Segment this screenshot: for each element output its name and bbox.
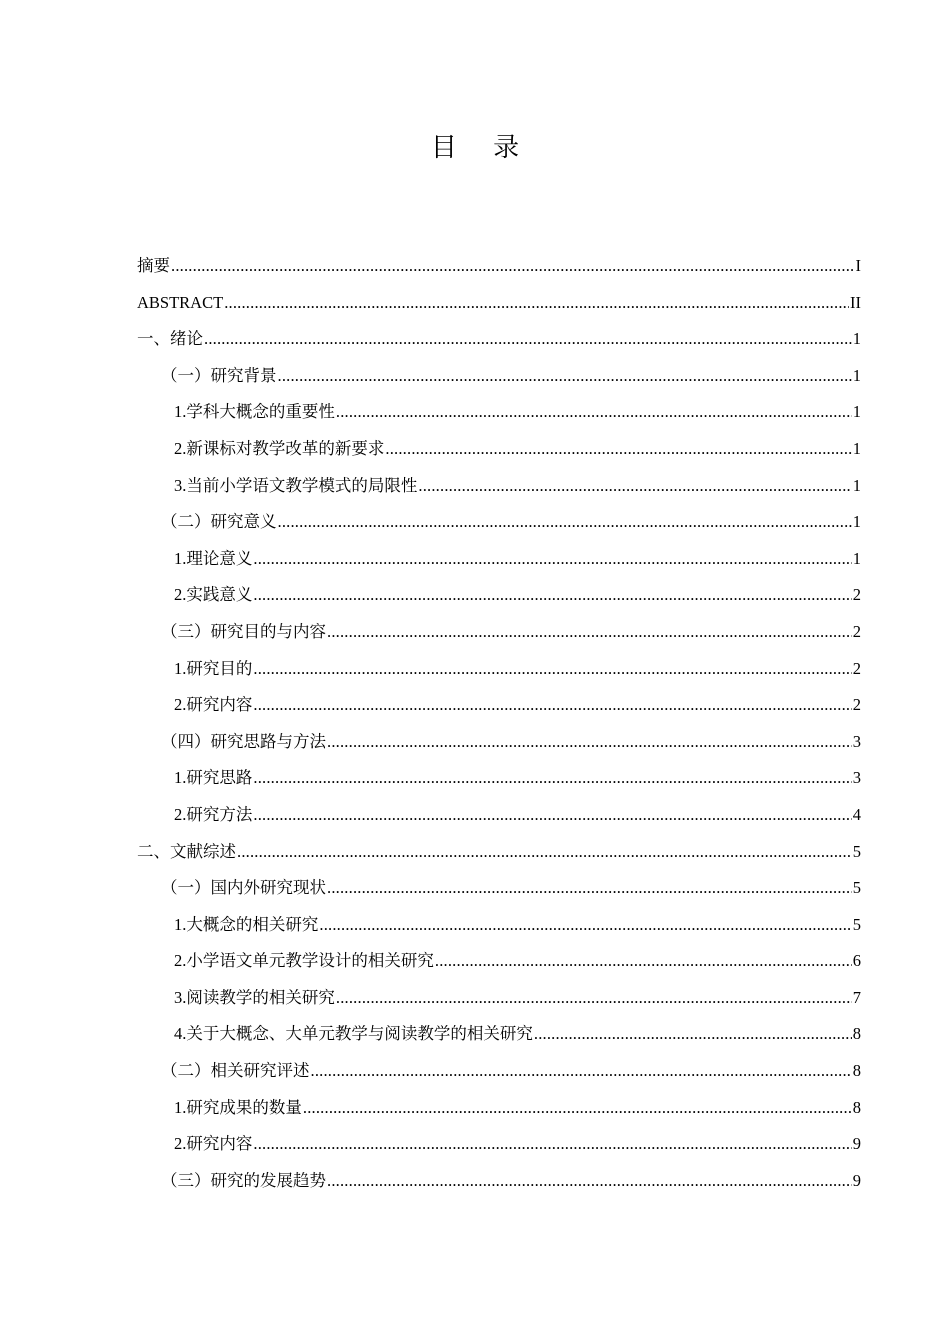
toc-entry-page-number: 3 [852, 731, 861, 751]
toc-leader-dots [224, 285, 849, 322]
toc-leader-dots [385, 431, 851, 468]
toc-entry-label: 3.当前小学语文教学模式的局限性 [174, 475, 418, 495]
toc-leader-dots [253, 541, 851, 578]
toc-entry[interactable] [137, 321, 861, 358]
toc-entry-page-number: 5 [852, 914, 861, 934]
toc-leader-dots [278, 504, 852, 541]
toc-leader-dots [253, 1126, 851, 1163]
toc-leader-dots [253, 797, 851, 834]
toc-entry[interactable] [137, 358, 861, 395]
toc-leader-dots [418, 468, 851, 505]
toc-entry-page-number: 5 [852, 841, 861, 861]
toc-entry-label: 2.新课标对教学改革的新要求 [174, 438, 385, 458]
toc-entry-label: 1.研究目的 [174, 658, 253, 678]
toc-leader-dots [336, 980, 852, 1017]
toc-entry-label: 一、绪论 [137, 329, 203, 349]
toc-entry[interactable] [137, 1090, 861, 1127]
toc-entry[interactable] [137, 687, 861, 724]
toc-entry-label: （四）研究思路与方法 [161, 731, 326, 751]
toc-entry[interactable] [137, 651, 861, 688]
toc-entry-label: 1.研究成果的数量 [174, 1097, 302, 1117]
toc-leader-dots [204, 321, 852, 358]
toc-entry-label: （一）研究背景 [161, 365, 277, 385]
toc-entry[interactable] [137, 285, 861, 322]
toc-entry[interactable] [137, 394, 861, 431]
toc-entry-label: （三）研究目的与内容 [161, 621, 326, 641]
toc-entry-label: （二）研究意义 [161, 512, 277, 532]
toc-leader-dots [327, 870, 852, 907]
toc-entry-page-number: 2 [852, 621, 861, 641]
toc-entry-page-number: 9 [852, 1134, 861, 1154]
toc-entry-page-number: 4 [852, 804, 861, 824]
toc-entry-label: 摘要 [137, 256, 170, 275]
toc-leader-dots [534, 1016, 852, 1053]
toc-entry-label: 1.大概念的相关研究 [174, 914, 319, 934]
toc-entry-page-number: 1 [852, 548, 861, 568]
toc-entry-label: 1.研究思路 [174, 768, 253, 788]
toc-leader-dots [253, 687, 851, 724]
toc-entry-page-number: 1 [852, 512, 861, 532]
toc-entry-label: （一）国内外研究现状 [161, 878, 326, 898]
toc-entry-page-number: 3 [852, 768, 861, 788]
toc-entry[interactable] [137, 431, 861, 468]
toc-entry-page-number: II [850, 292, 861, 312]
toc-entry[interactable] [137, 468, 861, 505]
toc-entry-label: ABSTRACT [137, 292, 224, 312]
toc-entry[interactable] [137, 943, 861, 980]
toc-leader-dots [303, 1090, 852, 1127]
toc-entry[interactable] [137, 614, 861, 651]
toc-entry[interactable] [137, 1016, 861, 1053]
toc-entry[interactable] [137, 797, 861, 834]
toc-entry-label: 1.理论意义 [174, 548, 253, 568]
toc-leader-dots [327, 724, 852, 761]
toc-entry[interactable] [137, 1126, 861, 1163]
toc-entry-label: 2.小学语文单元教学设计的相关研究 [174, 951, 434, 971]
toc-entry-page-number: 1 [852, 329, 861, 349]
toc-leader-dots [311, 1053, 852, 1090]
toc-entry-page-number: 8 [852, 1024, 861, 1044]
page-title: 目 录 [430, 133, 534, 163]
toc-leader-dots [171, 248, 855, 285]
toc-leader-dots [435, 943, 852, 980]
toc-entry-page-number: 6 [852, 951, 861, 971]
toc-entry-label: （三）研究的发展趋势 [161, 1170, 326, 1190]
toc-entry[interactable] [137, 541, 861, 578]
toc-entry[interactable] [137, 248, 861, 285]
toc-entry-label: 1.学科大概念的重要性 [174, 402, 335, 422]
toc-entry-page-number: 9 [852, 1170, 861, 1190]
toc-entry-label: （二）相关研究评述 [161, 1061, 310, 1081]
toc-entry-label: 2.研究内容 [174, 695, 253, 715]
toc-entry-page-number: 2 [852, 695, 861, 715]
toc-leader-dots [278, 358, 852, 395]
toc-entry-label: 二、文献综述 [137, 841, 236, 861]
toc-leader-dots [327, 614, 852, 651]
toc-entry-label: 4.关于大概念、大单元教学与阅读教学的相关研究 [174, 1024, 533, 1044]
toc-leader-dots [327, 1163, 852, 1200]
toc-leader-dots [237, 834, 852, 871]
toc-entry[interactable] [137, 980, 861, 1017]
toc-entry-page-number: 1 [852, 438, 861, 458]
toc-entry[interactable] [137, 1053, 861, 1090]
toc-entry-page-number: 8 [852, 1061, 861, 1081]
table-of-contents [137, 248, 861, 1199]
toc-entry-page-number: 7 [852, 987, 861, 1007]
toc-entry[interactable] [137, 870, 861, 907]
toc-leader-dots [336, 394, 852, 431]
toc-entry-page-number: 2 [852, 658, 861, 678]
toc-entry-label: 2.实践意义 [174, 585, 253, 605]
toc-entry-page-number: 2 [852, 585, 861, 605]
toc-entry-page-number: 1 [852, 402, 861, 422]
toc-leader-dots [319, 907, 851, 944]
toc-entry-page-number: 1 [852, 365, 861, 385]
toc-entry[interactable] [137, 834, 861, 871]
toc-entry-label: 2.研究方法 [174, 804, 253, 824]
toc-entry[interactable] [137, 1163, 861, 1200]
toc-entry-page-number: 1 [852, 475, 861, 495]
toc-entry-label: 2.研究内容 [174, 1134, 253, 1154]
toc-entry-page-number: I [855, 256, 861, 275]
toc-leader-dots [253, 651, 851, 688]
toc-entry[interactable] [137, 724, 861, 761]
toc-leader-dots [253, 760, 851, 797]
toc-entry-label: 3.阅读教学的相关研究 [174, 987, 335, 1007]
toc-entry[interactable] [137, 907, 861, 944]
toc-entry[interactable] [137, 504, 861, 541]
toc-entry[interactable] [137, 577, 861, 614]
toc-entry-page-number: 8 [852, 1097, 861, 1117]
toc-entry[interactable] [137, 760, 861, 797]
toc-leader-dots [253, 577, 851, 614]
toc-entry-page-number: 5 [852, 878, 861, 898]
